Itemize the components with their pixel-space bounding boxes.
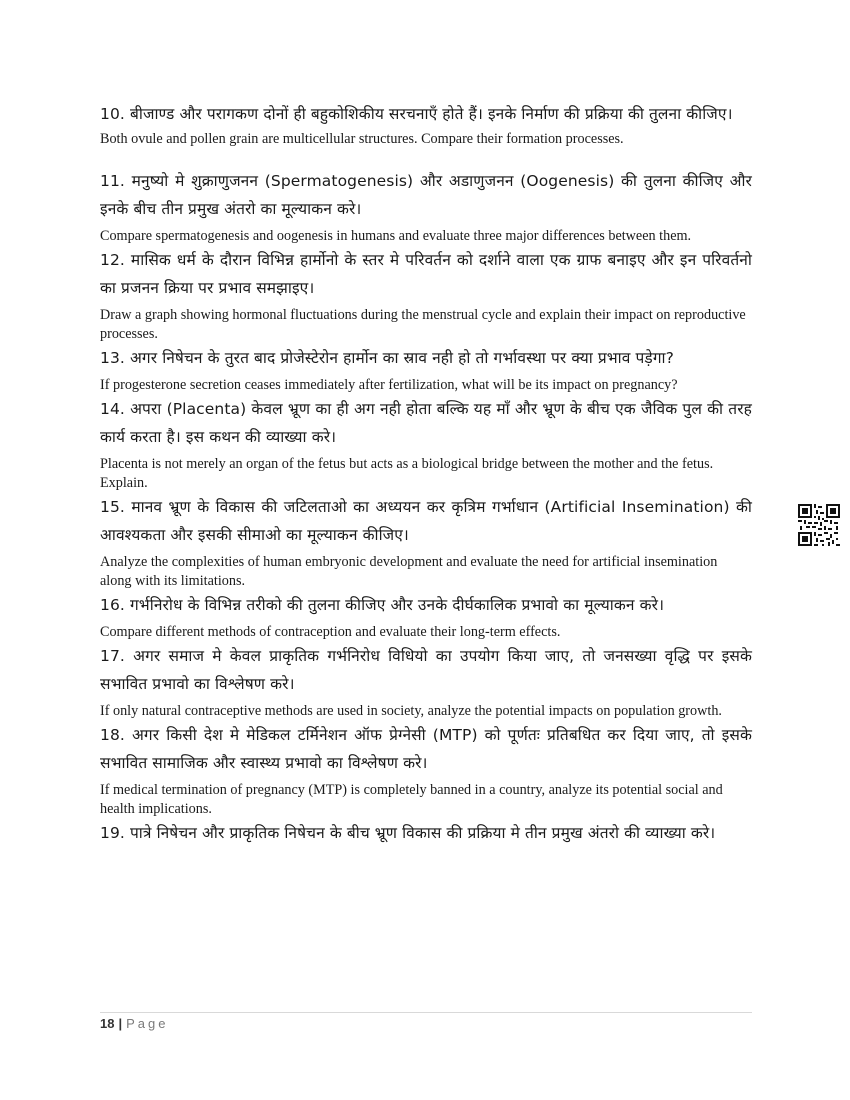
question-16 [100,591,752,642]
question-hindi: 11. मनुष्यो मे शुक्राणुजनन (Spermatogenesis) और अडाणुजनन (Oogenesis) की तुलना कीजिए और इनके बीच तीन प्रमुख अंतरो का मूल्याकन करे। [100,172,752,218]
question-english: Compare different methods of contraception and evaluate their long-term effects. [100,624,561,640]
question-english: Draw a graph showing hormonal fluctuations during the menstrual cycle and explain their impact on reproductive processes. [100,307,746,342]
page-label: Page [126,1016,169,1031]
question-hindi: 18. अगर किसी देश मे मेडिकल टर्मिनेशन ऑफ प्रेग्नेसी (MTP) को पूर्णतः प्रतिबधित कर दिया जाए, तो इसके सभावित सामाजिक और स्वास्थ्य प्रभावो का विश्लेषण करे। [100,726,752,772]
question-english: Compare spermatogenesis and oogenesis in humans and evaluate three major differences between them. [100,228,692,244]
qr-code-icon[interactable] [798,504,840,546]
question-10 [100,100,752,149]
question-12 [100,246,752,344]
footer-separator: | [118,1016,123,1031]
question-hindi: 16. गर्भनिरोध के विभिन्न तरीको की तुलना कीजिए और उनके दीर्घकालिक प्रभावो का मूल्याकन करे। [100,596,665,614]
question-hindi: 15. मानव भ्रूण के विकास की जटिलताओ का अध्ययन कर कृत्रिम गर्भाधान (Artificial Insemination) की आवश्यकता और इसकी सीमाओ का मूल्याकन कीजिए। [100,498,752,544]
question-english: If progesterone secretion ceases immediately after fertilization, what will be its impact on pregnancy? [100,377,678,393]
question-hindi: 17. अगर समाज मे केवल प्राकृतिक गर्भनिरोध विधियो का उपयोग किया जाए, तो जनसख्या वृद्धि पर इसके सभावित प्रभावो का विश्लेषण करे। [100,647,752,693]
question-hindi: 10. बीजाण्ड और परागकण दोनों ही बहुकोशिकीय सरचनाएँ होते हैं। इनके निर्माण की प्रक्रिया की तुलना कीजिए। [100,105,733,123]
question-list [100,100,752,847]
question-13 [100,344,752,395]
question-hindi: 19. पात्रे निषेचन और प्राकृतिक निषेचन के बीच भ्रूण विकास की प्रक्रिया मे तीन प्रमुख अंतरो की व्याख्या करे। [100,824,716,842]
question-19 [100,819,752,847]
page-footer [100,1012,752,1031]
question-14 [100,395,752,493]
question-hindi: 14. अपरा (Placenta) केवल भ्रूण का ही अग नही होता बल्कि यह माँ और भ्रूण के बीच एक जैविक पुल की तरह कार्य करता है। इस कथन की व्याख्या करे। [100,400,752,446]
question-english: Analyze the complexities of human embryonic development and evaluate the need for artificial insemination along with its limitations. [100,554,718,589]
question-english: If medical termination of pregnancy (MTP) is completely banned in a country, analyze its potential social and health implications. [100,782,723,817]
question-11 [100,167,752,246]
question-15 [100,493,752,591]
question-18 [100,721,752,819]
question-english: Placenta is not merely an organ of the fetus but acts as a biological bridge between the mother and the fetus. Explain. [100,456,714,491]
question-english: If only natural contraceptive methods are used in society, analyze the potential impacts on population growth. [100,703,722,719]
question-17 [100,642,752,721]
question-hindi: 13. अगर निषेचन के तुरत बाद प्रोजेस्टेरोन हार्मोन का स्राव नही हो तो गर्भावस्था पर क्या प्रभाव पड़ेगा? [100,349,674,367]
page-number: 18 [100,1016,115,1031]
question-hindi: 12. मासिक धर्म के दौरान विभिन्न हार्मोनो के स्तर मे परिवर्तन को दर्शाने वाला एक ग्राफ बनाइए और इन परिवर्तनो का प्रजनन क्रिया पर प्रभाव समझाइए। [100,251,752,297]
question-english: Both ovule and pollen grain are multicellular structures. Compare their formation processes. [100,131,624,147]
